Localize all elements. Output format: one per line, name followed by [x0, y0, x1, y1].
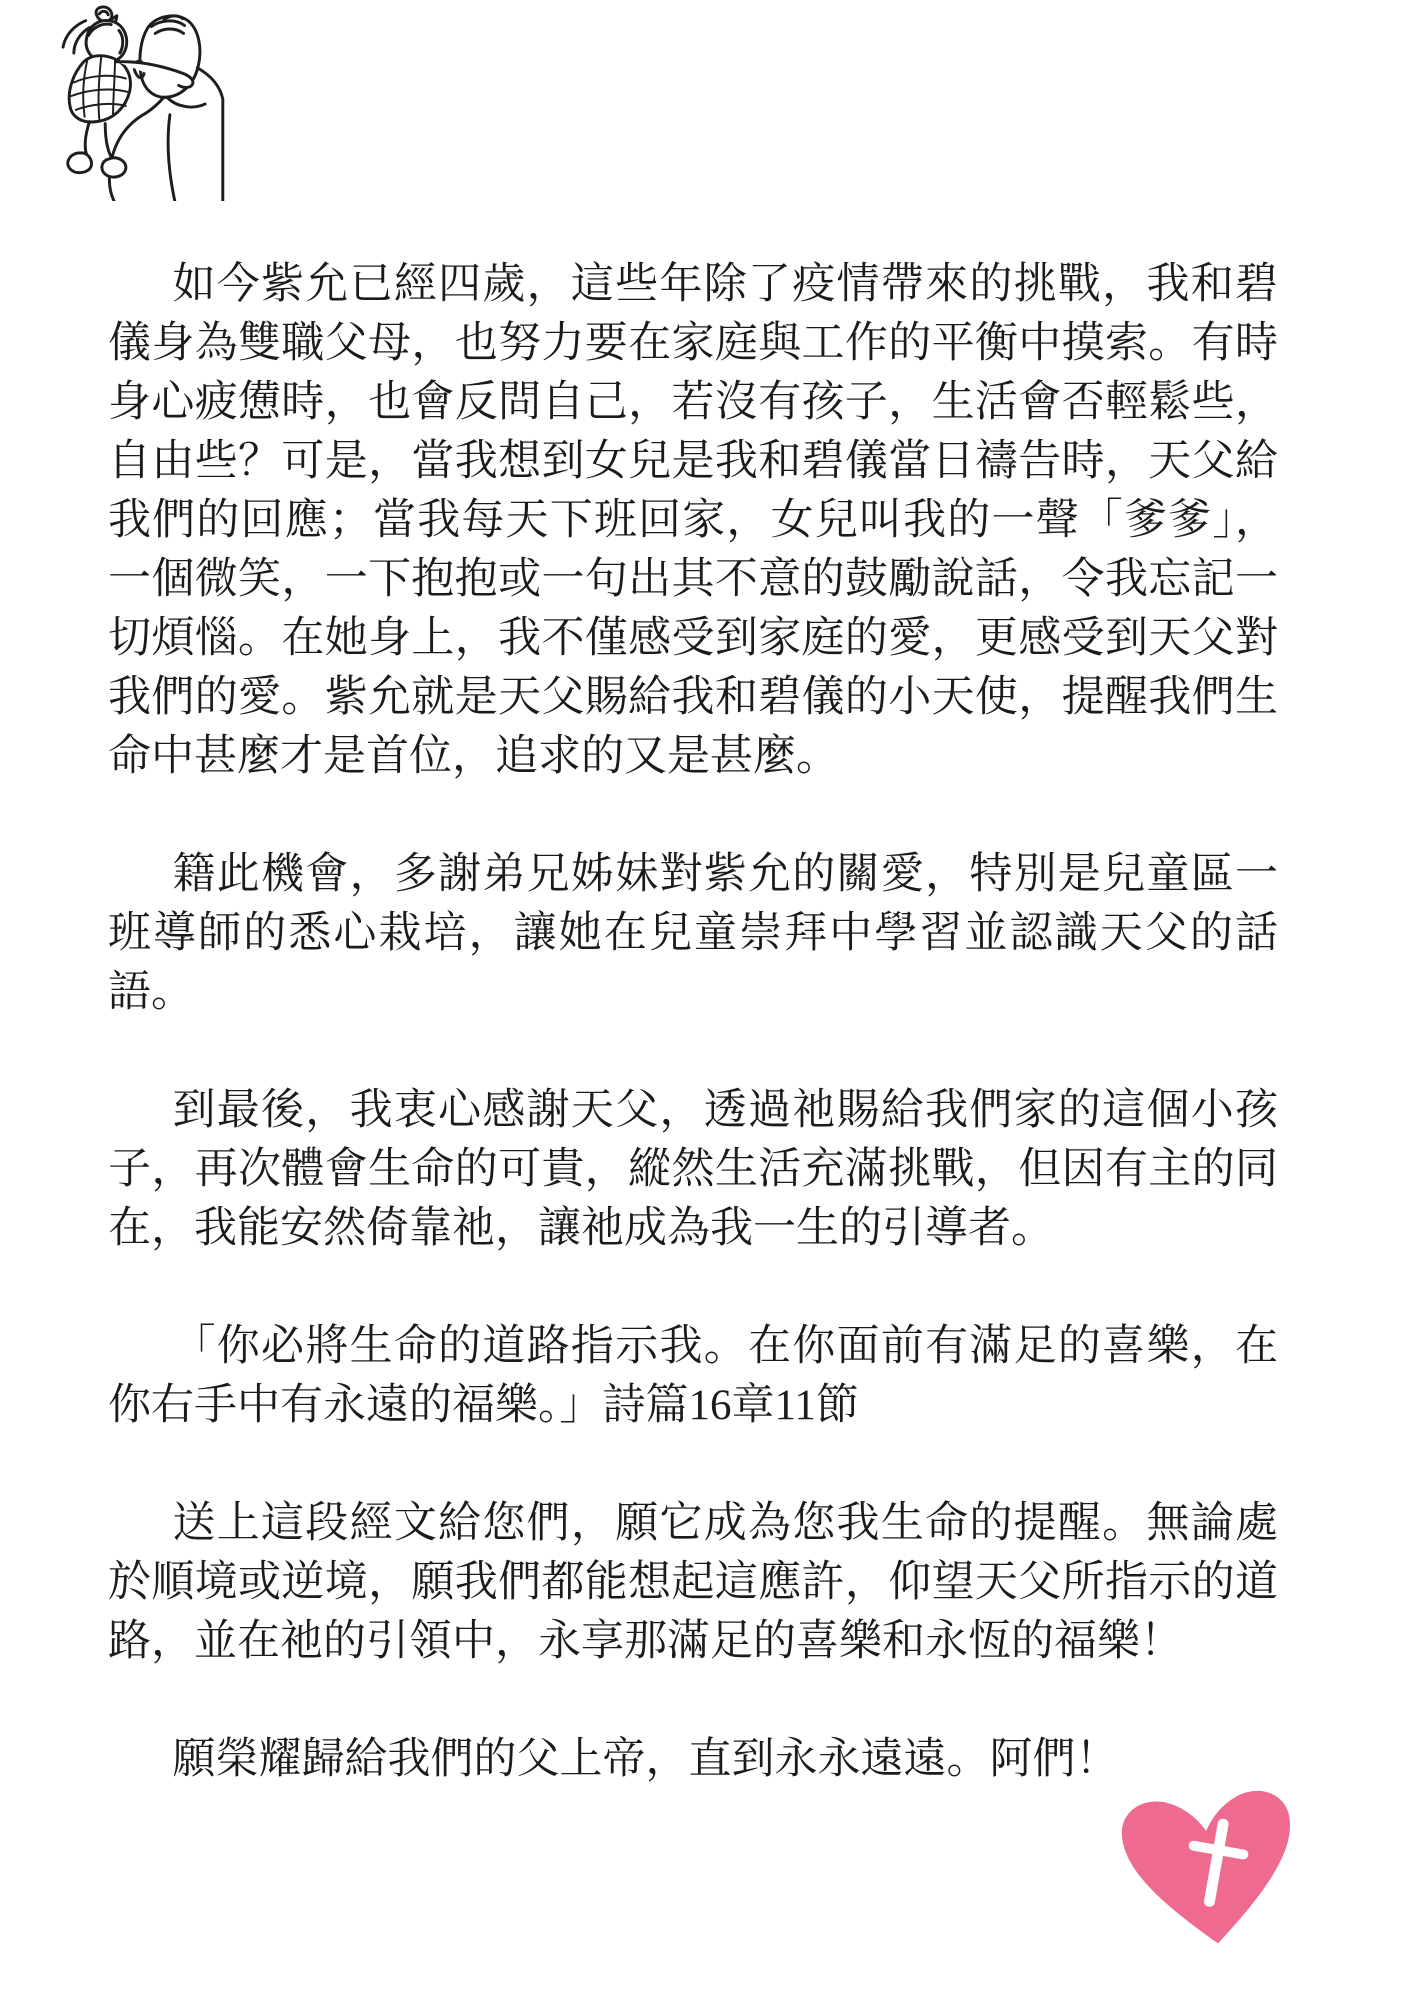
paragraph-2: 籍此機會，多謝弟兄姊妹對紫允的關愛，特別是兒童區一班導師的悉心栽培，讓她在兒童崇拜中學習並認識天父的話語。: [108, 851, 1278, 1016]
heart-cross-illustration: [1106, 1770, 1314, 1965]
paragraph-scripture-quote: 「你必將生命的道路指示我。在你面前有滿足的喜樂，在你右手中有永遠的福樂。」詩篇16章11節: [108, 1323, 1278, 1429]
article-body: [108, 255, 1278, 1848]
father-daughter-icon: [52, 5, 228, 201]
paragraph-doxology: 願榮耀歸給我們的父上帝，直到永永遠遠。阿們！: [172, 1736, 1119, 1783]
father-daughter-illustration: [52, 5, 228, 201]
heart-cross-icon: [1106, 1770, 1314, 1965]
paragraph-3: 到最後，我衷心感謝天父，透過祂賜給我們家的這個小孩子，再次體會生命的可貴，縱然生活充滿挑戰，但因有主的同在，我能安然倚靠祂，讓祂成為我一生的引導者。: [108, 1087, 1278, 1252]
paragraph-5: 送上這段經文給您們，願它成為您我生命的提醒。無論處於順境或逆境，願我們都能想起這應許，仰望天父所指示的道路，並在祂的引領中，永享那滿足的喜樂和永恆的福樂！: [108, 1500, 1278, 1665]
paragraph-1: 如今紫允已經四歲，這些年除了疫情帶來的挑戰，我和碧儀身為雙職父母，也努力要在家庭與工作的平衡中摸索。有時身心疲憊時，也會反問自己，若沒有孩子，生活會否輕鬆些，自由些？可是，當我想到女兒是我和碧儀當日禱告時，天父給我們的回應；當我每天下班回家，女兒叫我的一聲「爹爹」，一個微笑，一下抱抱或一句出其不意的鼓勵說話，令我忘記一切煩惱。在她身上，我不僅感受到家庭的愛，更感受到天父對我們的愛。紫允就是天父賜給我和碧儀的小天使，提醒我們生命中甚麼才是首位，追求的又是甚麼。: [108, 261, 1278, 780]
